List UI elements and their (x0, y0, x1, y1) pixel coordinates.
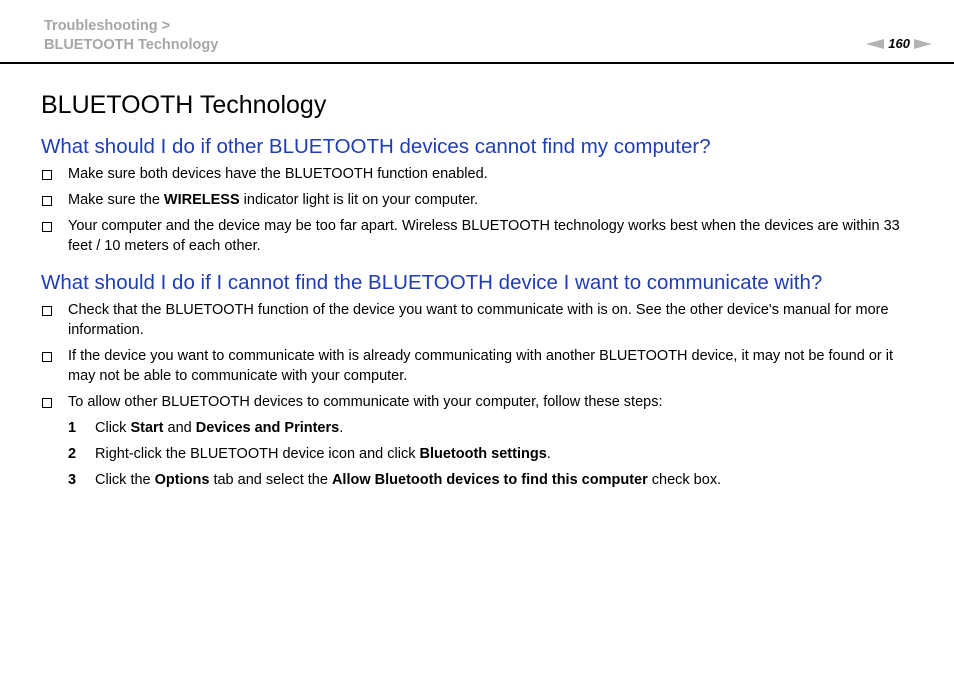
page-header (0, 0, 954, 64)
breadcrumb-current: BLUETOOTH Technology (44, 37, 219, 53)
page-content (41, 88, 921, 496)
checkbox-bullet-icon (42, 222, 52, 232)
next-page-arrow-icon[interactable] (914, 39, 932, 49)
breadcrumb-parent-link[interactable]: Troubleshooting > (44, 18, 171, 34)
page-title: BLUETOOTH Technology (41, 91, 327, 119)
list-item: If the device you want to communicate with is already communicating with another BLUETOOTH device, it may not be found or it may not be able to communicate with your computer. (41, 346, 921, 386)
list-item: Your computer and the device may be too far apart. Wireless BLUETOOTH technology works best when the devices are within 33 feet / 10 meters of each other. (41, 216, 921, 256)
step-item: 3 Click the Options tab and select the Allow Bluetooth devices to find this computer check box. (68, 472, 722, 488)
list-item: Check that the BLUETOOTH function of the device you want to communicate with is on. See the other device's manual for more information. (41, 300, 921, 340)
section-heading-cannot-find-device: What should I do if I cannot find the BLUETOOTH device I want to communicate with? (41, 271, 823, 294)
list-item: Make sure the WIRELESS indicator light is lit on your computer. (41, 190, 921, 210)
checkbox-bullet-icon (42, 352, 52, 362)
step-number: 1 (68, 420, 77, 436)
page-navigation (866, 36, 932, 52)
steps-list (41, 418, 921, 490)
step-item: 1 Click Start and Devices and Printers. (68, 420, 344, 436)
checkbox-bullet-icon (42, 196, 52, 206)
header-divider (0, 62, 954, 64)
checklist-cannot-find-device (41, 300, 921, 412)
step-item: 2 Right-click the BLUETOOTH device icon and click Bluetooth settings. (68, 446, 551, 462)
page-number: 160 (888, 36, 910, 51)
step-number: 3 (68, 472, 77, 488)
checkbox-bullet-icon (42, 170, 52, 180)
list-item: To allow other BLUETOOTH devices to communicate with your computer, follow these steps: (41, 392, 921, 412)
checklist-cannot-find-computer (41, 164, 921, 256)
section-heading-cannot-find-computer: What should I do if other BLUETOOTH devices cannot find my computer? (41, 135, 711, 158)
previous-page-arrow-icon[interactable] (866, 39, 884, 49)
list-item: Make sure both devices have the BLUETOOTH function enabled. (41, 164, 921, 184)
step-number: 2 (68, 446, 77, 462)
checkbox-bullet-icon (42, 306, 52, 316)
checkbox-bullet-icon (42, 398, 52, 408)
breadcrumb (44, 17, 218, 55)
